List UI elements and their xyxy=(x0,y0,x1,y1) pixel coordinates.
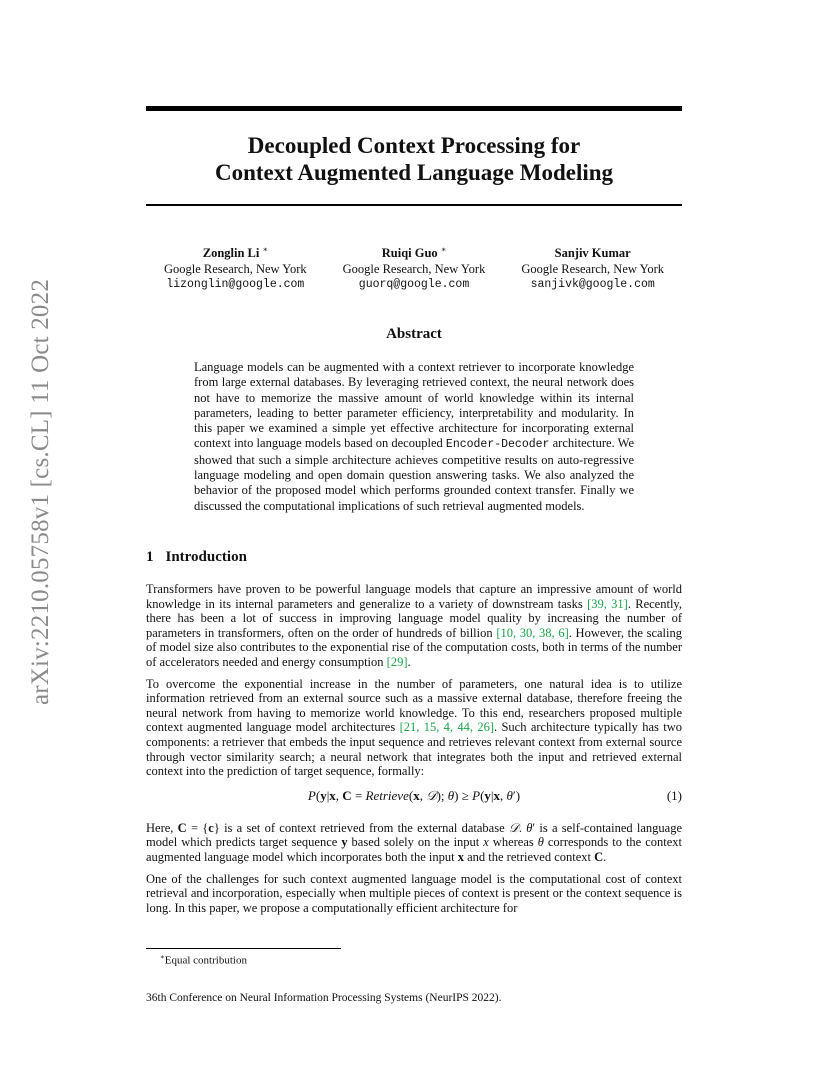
author-2 xyxy=(325,242,504,293)
author-email: guorq@google.com xyxy=(358,278,470,292)
paragraph-1: Transformers have proven to be powerful language models that capture an impressive amount of world knowledge in its internal parameters and generalize to a variety of downstream tasks [39, 31]. Recently, there has been a lot of success in improving language model quality by increasing the number of parameters in transformers, often on the order of hundreds of billion [10, 30, 38, 6]. However, the scaling of model size also contributes to the exponential rise of the computation costs, both in terms of the number of accelerators needed and energy consumption [29]. xyxy=(146,582,683,669)
author-affiliation: Google Research, New York xyxy=(342,261,486,276)
venue-line: 36th Conference on Neural Information Processing Systems (NeurIPS 2022). xyxy=(146,992,502,1004)
abstract-text: Language models can be augmented with a context retriever to incorporate knowledge from large external databases. By leveraging retrieved context, the neural network does not have to memorize the massive amount of world knowledge within its internal parameters, leading to better parameter efficiency, interpretability and modularity. In this paper we examined a simple yet effective architecture for incorporating external context into language models based on decoupled Encoder-Decoder architecture. We showed that such a simple architecture achieves competitive results on auto-regressive language modeling and open domain question answering tasks. We also analyzed the behavior of the proposed model which performs grounded context transfer. Finally we discussed the computational implications of such retrieval augmented models. xyxy=(194,360,635,513)
paragraph-4: One of the challenges for such context augmented language model is the computational cost of context retrieval and incorporation, especially when multiple pieces of context is present or the context sequence is long. In this paper, we propose a computationally efficient architecture for xyxy=(146,871,682,915)
paragraph-3: Here, C = {c} is a set of context retrieved from the external database 𝒟. θ′ is a self-contained language model which predicts target sequence y based solely on the input x whereas θ corresponds to the context augmented language model which incorporates both the input x and the retrieved context C. xyxy=(146,819,682,864)
paper-title xyxy=(146,132,682,186)
body-text xyxy=(146,582,682,922)
author-block xyxy=(146,242,682,293)
citation-link[interactable]: [21, 15, 4, 44, 26] xyxy=(399,720,495,735)
equation-number: (1) xyxy=(666,787,682,803)
section-heading: 1 Introduction xyxy=(146,549,247,565)
equation-1 xyxy=(146,789,682,809)
title-top-rule xyxy=(146,106,682,111)
title-bottom-rule xyxy=(146,204,682,206)
title-line-1: Decoupled Context Processing for xyxy=(247,133,581,158)
author-name: Ruiqi Guo ∗ xyxy=(381,245,447,261)
footnote-rule xyxy=(146,948,341,949)
author-email: lizonglin@google.com xyxy=(166,278,305,292)
title-line-2: Context Augmented Language Modeling xyxy=(214,160,614,185)
equation-expression: P(y|x, C = Retrieve(x, 𝒟); θ) ≥ P(y|x, θ′) xyxy=(307,787,521,804)
footnote: ∗Equal contribution xyxy=(160,953,247,967)
arxiv-identifier-text: arXiv:2210.05758v1 [cs.CL] 11 Oct 2022 xyxy=(27,278,54,706)
paragraph-2: To overcome the exponential increase in the number of parameters, one natural idea is to utilize information retrieved from an external source such as a massive external database, therefore freeing the neural network from having to memorize world knowledge. To this end, researchers proposed multiple context augmented language model architectures [21, 15, 4, 44, 26]. Such architecture typically has two components: a retriever that embeds the input sequence and retrieves relevant context from external source through vector similarity search; a neural network that integrates both the input and retrieved external context into the prediction of target sequence, formally: xyxy=(146,676,682,779)
author-name: Sanjiv Kumar xyxy=(554,246,631,261)
arxiv-side-identifier xyxy=(14,278,68,706)
abstract-heading: Abstract xyxy=(386,326,442,342)
citation-link[interactable]: [10, 30, 38, 6] xyxy=(496,625,569,640)
author-1 xyxy=(146,242,325,293)
code-term: Encoder-Decoder xyxy=(445,438,550,452)
citation-link[interactable]: [39, 31] xyxy=(587,596,628,611)
citation-link[interactable]: [29] xyxy=(386,654,408,669)
author-affiliation: Google Research, New York xyxy=(163,261,307,276)
author-name: Zonglin Li ∗ xyxy=(202,245,268,261)
author-3 xyxy=(503,242,682,293)
author-affiliation: Google Research, New York xyxy=(521,261,665,276)
author-email: sanjivk@google.com xyxy=(530,278,655,292)
